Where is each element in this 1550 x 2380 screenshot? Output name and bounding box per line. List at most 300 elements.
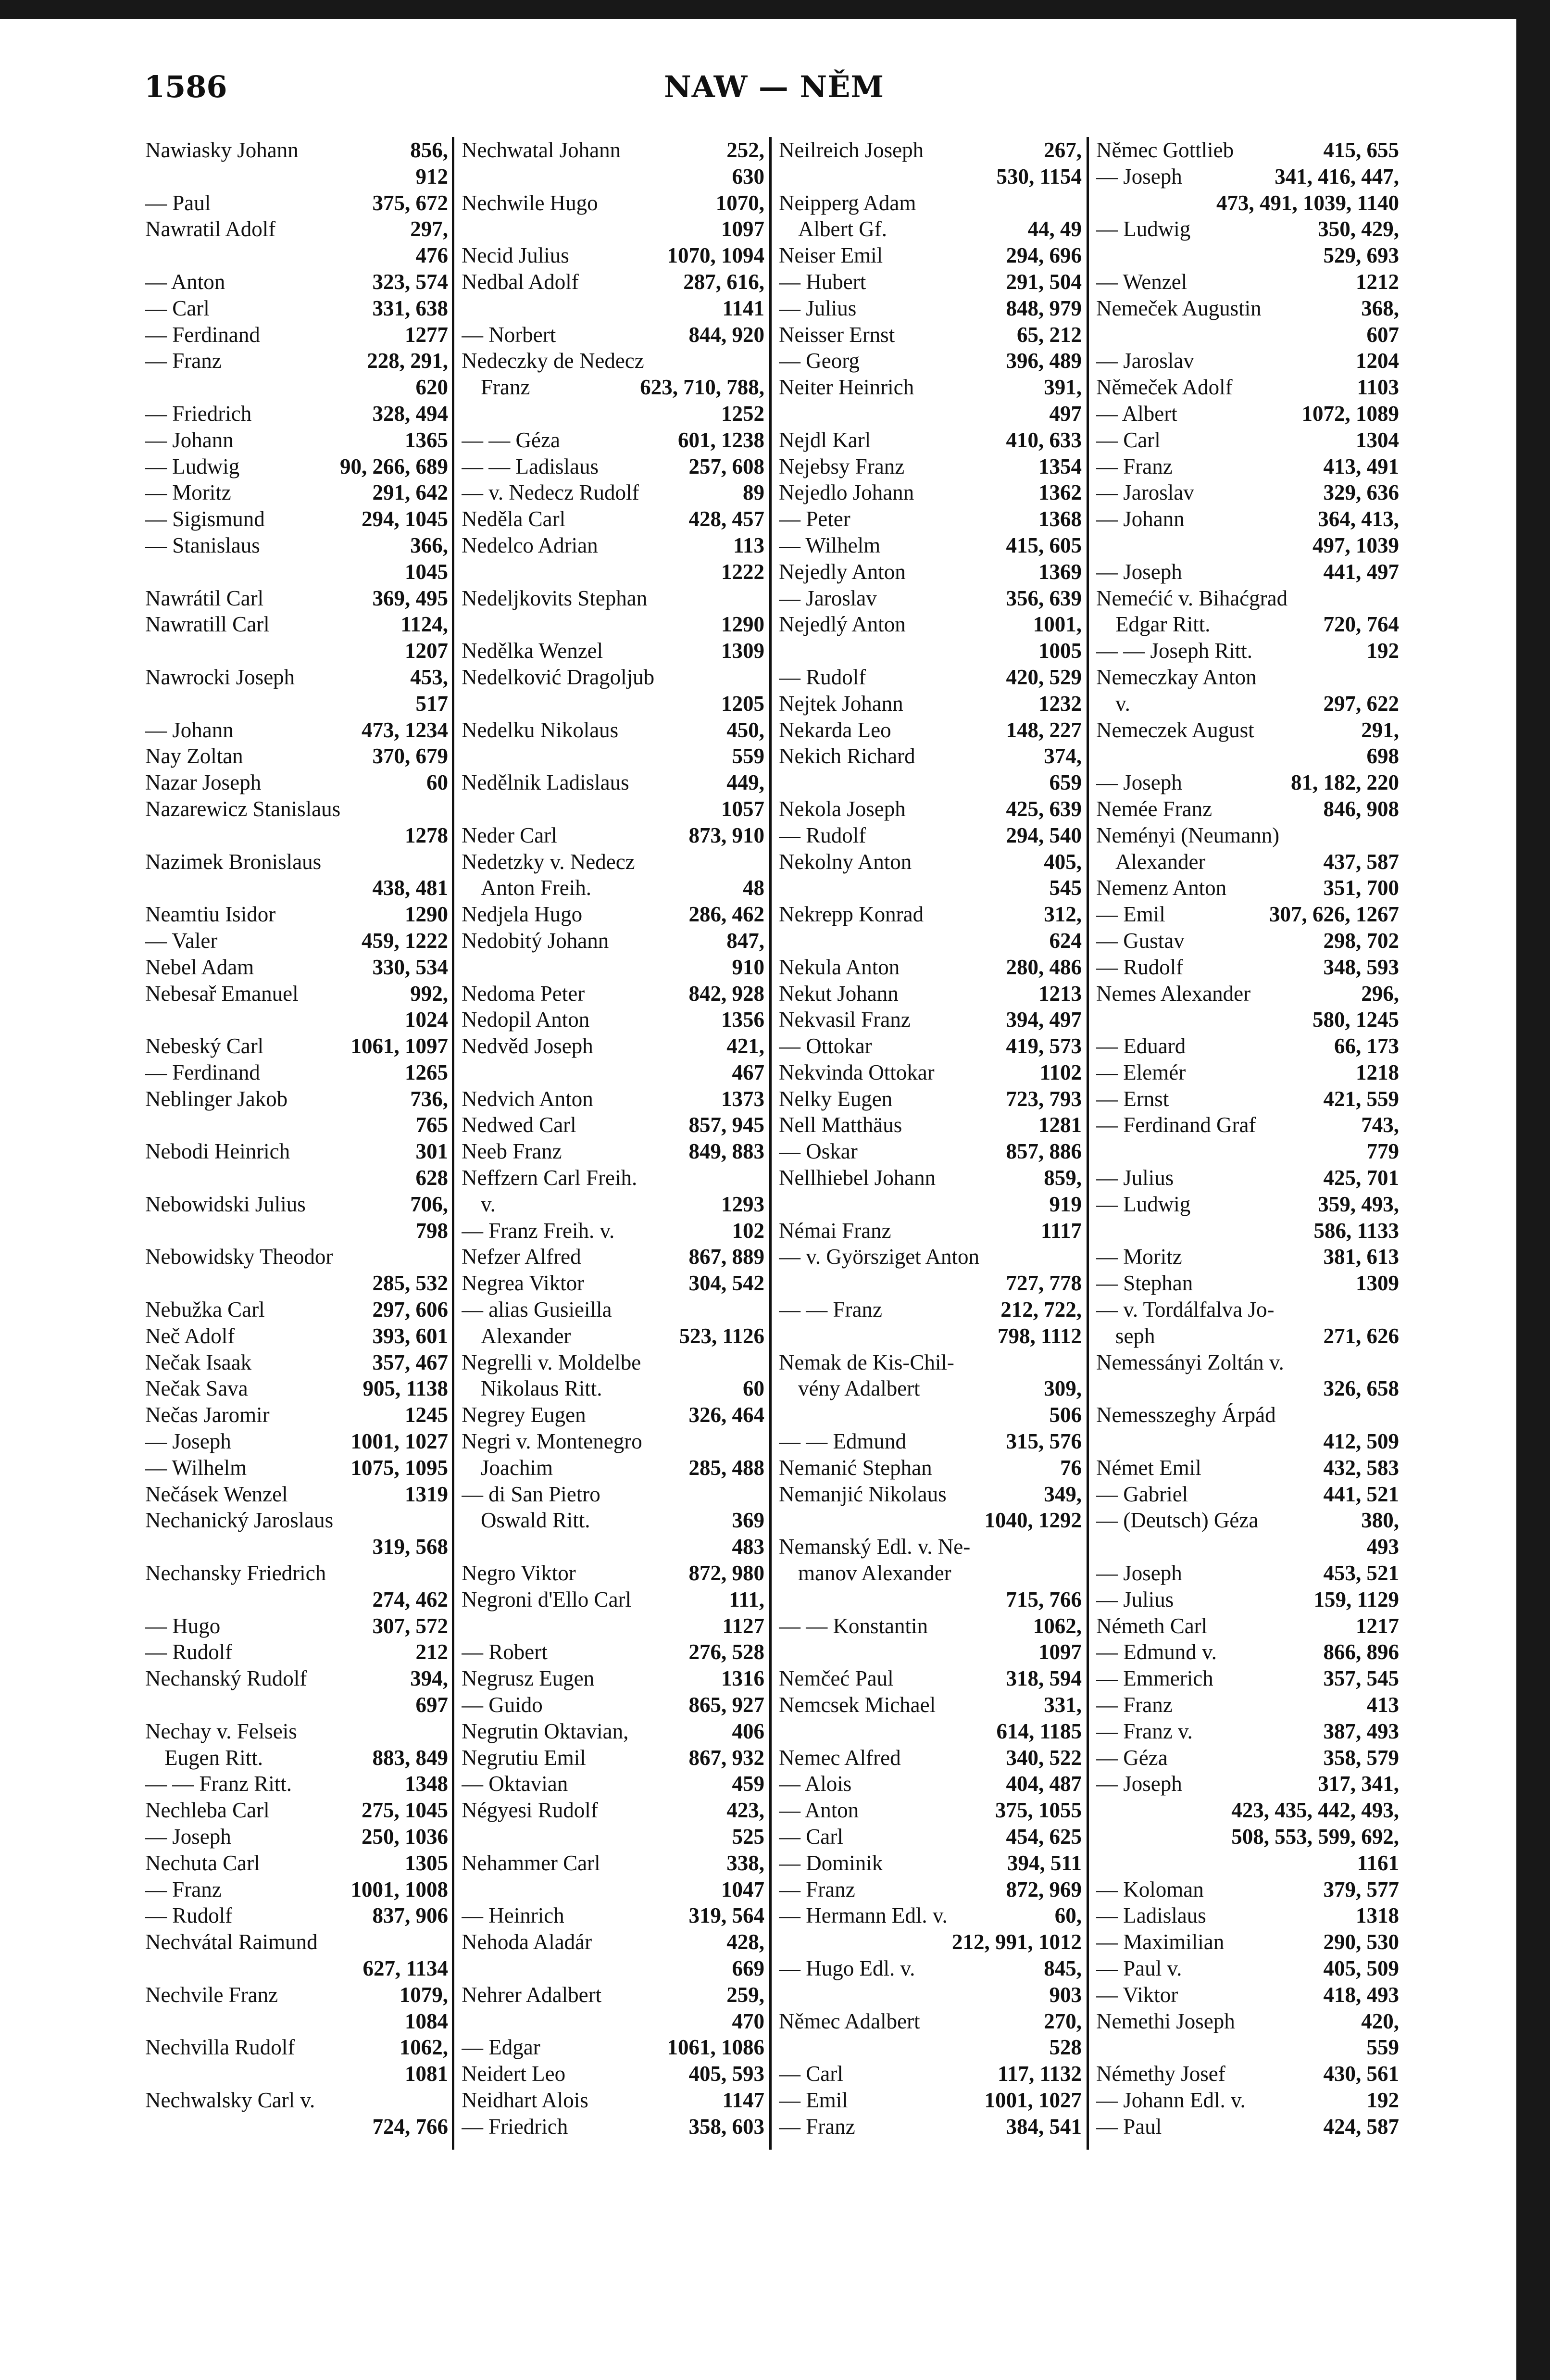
directory-entry: [779, 453, 1082, 480]
entry-pages: 102: [732, 1218, 764, 1243]
entry-pages: 1062,: [1033, 1613, 1082, 1638]
entry-name: Neiser Emil: [779, 243, 883, 268]
entry-name: Nejedlo Johann: [779, 480, 914, 505]
entry-pages: 113: [733, 533, 764, 557]
entry-name: — Hugo: [145, 1613, 221, 1638]
entry-name: — Carl: [779, 1825, 843, 1849]
directory-entry: [1096, 1270, 1399, 1297]
entry-pages: 779: [1366, 1139, 1399, 1164]
directory-entry: [1096, 322, 1399, 348]
entry-name: — Joseph: [1096, 164, 1182, 189]
entry-name: Nellhiebel Johann: [779, 1166, 936, 1190]
directory-entry: [1096, 242, 1399, 269]
directory-entry: [145, 611, 448, 638]
entry-pages: 76: [1060, 1455, 1082, 1480]
directory-entry: [779, 137, 1082, 164]
directory-entry: [462, 585, 764, 612]
entry-pages: 559: [732, 744, 764, 768]
entry-pages: 369: [732, 1508, 764, 1533]
directory-entry: [1096, 1297, 1399, 1323]
entry-pages: 1252: [721, 401, 764, 426]
entry-name: Nemak de Kis-Chil-: [779, 1350, 954, 1374]
page-header: [144, 69, 1404, 125]
directory-entry: [145, 1902, 448, 1929]
entry-name: Nečas Jaromir: [145, 1403, 270, 1427]
directory-entry: [779, 216, 1082, 242]
entry-pages: 844, 920: [688, 322, 764, 347]
entry-pages: 1097: [1038, 1640, 1082, 1664]
directory-entry: [462, 1665, 764, 1692]
entry-name: Negrey Eugen: [462, 1403, 586, 1427]
entry-name: Nechvilla Rudolf: [145, 2035, 295, 2060]
entry-pages: 315, 576: [1006, 1429, 1082, 1454]
directory-entry: [145, 1797, 448, 1824]
entry-name: — Paul: [1096, 2114, 1162, 2139]
directory-entry: [462, 1955, 764, 1982]
directory-entry: [1096, 822, 1399, 849]
entry-name: Nelky Eugen: [779, 1086, 893, 1111]
entry-pages: 421, 559: [1323, 1086, 1399, 1111]
directory-entry: [462, 1375, 764, 1402]
entry-name: Nedobitý Johann: [462, 928, 609, 953]
directory-columns: [140, 137, 1409, 2150]
directory-entry: [779, 1244, 1082, 1270]
entry-pages: 1213: [1038, 981, 1082, 1006]
entry-pages: 274, 462: [372, 1587, 448, 1612]
directory-entry: [779, 1929, 1082, 1955]
entry-pages: 1047: [721, 1877, 764, 1901]
entry-pages: 525: [732, 1825, 764, 1849]
directory-entry: [145, 1323, 448, 1349]
directory-entry: [145, 1402, 448, 1428]
entry-name: — Jaroslav: [779, 586, 877, 610]
directory-entry: [779, 638, 1082, 664]
entry-name: — alias Gusieilla: [462, 1297, 612, 1322]
entry-pages: 259,: [726, 1982, 764, 2007]
entry-name: — Julius: [1096, 1587, 1174, 1612]
entry-pages: 454, 625: [1006, 1825, 1082, 1849]
entry-name: Nemée Franz: [1096, 796, 1212, 821]
entry-pages: 304, 542: [688, 1271, 764, 1296]
entry-name: Nedelku Nikolaus: [462, 718, 619, 742]
entry-pages: 356, 639: [1006, 586, 1082, 610]
entry-name: Nečásek Wenzel: [145, 1482, 288, 1506]
directory-entry: [462, 1455, 764, 1481]
entry-pages: 873, 910: [688, 823, 764, 847]
directory-entry: [145, 2087, 448, 2114]
entry-name: — Paul v.: [1096, 1956, 1182, 1980]
column-2: [457, 137, 764, 2150]
entry-pages: 845,: [1044, 1956, 1082, 1980]
entry-pages: 1373: [721, 1086, 764, 1111]
directory-entry: [779, 2034, 1082, 2061]
entry-pages: 65, 212: [1017, 322, 1082, 347]
entry-pages: 307, 626, 1267: [1269, 902, 1399, 927]
entry-name: Némai Franz: [779, 1218, 891, 1243]
column-rule: [769, 137, 772, 2150]
entry-name: Nedbal Adolf: [462, 269, 579, 294]
directory-entry: [1096, 1876, 1399, 1903]
directory-entry: [1096, 1902, 1399, 1929]
directory-entry: [1096, 2008, 1399, 2035]
entry-name: Nedeljkovits Stephan: [462, 586, 648, 610]
entry-name: — — Franz Ritt.: [145, 1772, 292, 1796]
entry-pages: 331,: [1044, 1693, 1082, 1717]
directory-entry: [1096, 269, 1399, 295]
entry-pages: 381, 613: [1323, 1245, 1399, 1269]
entry-pages: 453, 521: [1323, 1561, 1399, 1586]
entry-pages: 698: [1366, 744, 1399, 768]
entry-name: Nedvěd Joseph: [462, 1034, 593, 1058]
directory-entry: [145, 849, 448, 875]
directory-entry: [145, 1718, 448, 1745]
entry-name: Nedeczky de Nedecz: [462, 349, 644, 373]
entry-name: Nemanský Edl. v. Ne-: [779, 1535, 971, 1559]
entry-pages: 1232: [1038, 691, 1082, 716]
entry-pages: 912: [415, 164, 448, 189]
entry-pages: 1061, 1097: [350, 1034, 448, 1058]
directory-entry: [462, 1850, 764, 1876]
entry-name: — Joseph: [145, 1825, 231, 1849]
directory-entry: [462, 1613, 764, 1639]
entry-pages: 318, 594: [1006, 1666, 1082, 1691]
directory-entry: [1096, 1033, 1399, 1059]
directory-entry: [462, 1481, 764, 1508]
entry-pages: 523, 1126: [679, 1323, 764, 1348]
directory-entry: [145, 954, 448, 981]
entry-name: Anton Freih.: [481, 876, 591, 900]
entry-pages: 470: [732, 2009, 764, 2033]
entry-pages: 312,: [1044, 902, 1082, 927]
directory-entry: [779, 506, 1082, 532]
entry-pages: 798, 1112: [997, 1323, 1082, 1348]
directory-entry: [145, 401, 448, 427]
entry-pages: 420,: [1361, 2009, 1399, 2033]
directory-entry: [779, 1955, 1082, 1982]
entry-name: Nechwile Hugo: [462, 190, 598, 215]
entry-name: Nikolaus Ritt.: [481, 1376, 602, 1401]
directory-entry: [462, 1718, 764, 1745]
entry-name: Nejedlý Anton: [779, 612, 906, 637]
directory-entry: [462, 1323, 764, 1349]
entry-name: Nekut Johann: [779, 981, 899, 1006]
entry-pages: 1356: [721, 1007, 764, 1032]
entry-name: Nemcsek Michael: [779, 1693, 936, 1717]
directory-entry: [462, 769, 764, 796]
entry-pages: 441, 521: [1323, 1482, 1399, 1506]
entry-pages: 111,: [729, 1587, 764, 1612]
directory-entry: [145, 928, 448, 954]
directory-entry: [462, 1218, 764, 1244]
entry-name: Nehrer Adalbert: [462, 1982, 602, 2007]
directory-entry: [1096, 954, 1399, 981]
entry-name: — Koloman: [1096, 1877, 1204, 1901]
entry-name: — Joseph: [1096, 1561, 1182, 1586]
entry-name: Nazarewicz Stanislaus: [145, 796, 341, 821]
entry-name: — Ernst: [1096, 1086, 1169, 1111]
entry-pages: 432, 583: [1323, 1455, 1399, 1480]
entry-name: Negrea Viktor: [462, 1271, 585, 1296]
entry-name: — — Joseph Ritt.: [1096, 639, 1253, 663]
entry-pages: 1097: [721, 217, 764, 241]
directory-entry: [779, 901, 1082, 928]
directory-entry: [145, 1587, 448, 1613]
entry-name: — Carl: [1096, 428, 1161, 452]
entry-pages: 420, 529: [1006, 665, 1082, 689]
entry-pages: 586, 1133: [1313, 1218, 1399, 1243]
entry-name: Nejdl Karl: [779, 428, 871, 452]
entry-name: — Julius: [779, 296, 857, 320]
entry-name: Nawratill Carl: [145, 612, 270, 637]
directory-entry: [1096, 928, 1399, 954]
directory-entry: [462, 401, 764, 427]
entry-pages: 276, 528: [688, 1640, 764, 1664]
entry-name: Neděla Carl: [462, 507, 566, 531]
directory-entry: [779, 769, 1082, 796]
entry-name: — Hubert: [779, 269, 866, 294]
entry-pages: 1040, 1292: [984, 1508, 1082, 1533]
directory-entry: [1096, 981, 1399, 1007]
directory-entry: [779, 1876, 1082, 1903]
entry-name: — Joseph: [1096, 559, 1182, 584]
entry-name: Négyesi Rudolf: [462, 1798, 598, 1823]
directory-entry: [779, 295, 1082, 322]
entry-pages: 1103: [1357, 375, 1399, 400]
entry-name: v.: [1115, 691, 1130, 716]
entry-name: Nemećić v. Bihaćgrad: [1096, 586, 1288, 610]
entry-name: Neidhart Alois: [462, 2088, 588, 2112]
directory-entry: [462, 559, 764, 585]
directory-entry: [1096, 295, 1399, 322]
directory-entry: [779, 1745, 1082, 1771]
entry-pages: 294, 1045: [362, 507, 448, 531]
entry-pages: 290, 530: [1323, 1930, 1399, 1954]
directory-entry: [779, 1349, 1082, 1376]
directory-entry: [1096, 796, 1399, 822]
directory-entry: [462, 1587, 764, 1613]
entry-pages: 1127: [722, 1613, 764, 1638]
entry-pages: 380,: [1361, 1508, 1399, 1533]
directory-entry: [145, 1955, 448, 1982]
entry-name: Neamtiu Isidor: [145, 902, 276, 927]
directory-entry: [1096, 1007, 1399, 1033]
entry-pages: 992,: [410, 981, 448, 1006]
directory-entry: [1096, 849, 1399, 875]
directory-entry: [1096, 1138, 1399, 1165]
directory-entry: [779, 849, 1082, 875]
entry-pages: 580, 1245: [1312, 1007, 1399, 1032]
entry-pages: 294, 696: [1006, 243, 1082, 268]
directory-entry: [1096, 691, 1399, 717]
entry-pages: 294, 540: [1006, 823, 1082, 847]
entry-name: Nechanský Rudolf: [145, 1666, 307, 1691]
directory-entry: [1096, 479, 1399, 506]
entry-pages: 270,: [1044, 2009, 1082, 2033]
entry-pages: 357, 467: [372, 1350, 448, 1374]
entry-pages: 837, 906: [372, 1903, 448, 1928]
entry-name: Nedelković Dragoljub: [462, 665, 655, 689]
entry-pages: 859,: [1044, 1166, 1082, 1190]
entry-pages: 1309: [1356, 1271, 1399, 1296]
directory-entry: [779, 796, 1082, 822]
directory-entry: [145, 1349, 448, 1376]
entry-pages: 375, 1055: [995, 1798, 1082, 1823]
directory-entry: [462, 1639, 764, 1665]
directory-entry: [145, 374, 448, 401]
directory-entry: [462, 717, 764, 743]
entry-pages: 212, 991, 1012: [952, 1930, 1082, 1954]
directory-entry: [462, 453, 764, 480]
entry-pages: 1281: [1038, 1113, 1082, 1137]
directory-entry: [1096, 453, 1399, 480]
entry-pages: 1079,: [399, 1982, 448, 2007]
directory-entry: [1096, 611, 1399, 638]
entry-name: — Emil: [779, 2088, 848, 2112]
entry-pages: 81, 182, 220: [1291, 770, 1399, 795]
column-1: [140, 137, 448, 2150]
directory-entry: [145, 2008, 448, 2035]
entry-pages: 473, 491, 1039, 1140: [1216, 190, 1399, 215]
entry-pages: 847,: [726, 928, 764, 953]
directory-entry: [779, 164, 1082, 190]
directory-entry: [779, 1639, 1082, 1665]
entry-name: Nemesszeghy Árpád: [1096, 1403, 1276, 1427]
entry-pages: 379, 577: [1323, 1877, 1399, 1901]
entry-name: — Rudolf: [145, 1640, 233, 1664]
entry-name: Nechvátal Raimund: [145, 1930, 318, 1954]
entry-name: Nehammer Carl: [462, 1851, 600, 1875]
entry-name: Nazimek Bronislaus: [145, 849, 322, 874]
entry-name: Neč Adolf: [145, 1323, 235, 1348]
directory-entry: [1096, 585, 1399, 612]
entry-name: Nedjela Hugo: [462, 902, 583, 927]
entry-pages: 297, 622: [1323, 691, 1399, 716]
directory-entry: [1096, 1455, 1399, 1481]
directory-entry: [145, 981, 448, 1007]
directory-entry: [1096, 1165, 1399, 1191]
directory-entry: [779, 1560, 1082, 1587]
directory-entry: [145, 1112, 448, 1138]
directory-entry: [462, 1428, 764, 1455]
entry-name: — di San Pietro: [462, 1482, 600, 1506]
entry-name: Neipperg Adam: [779, 190, 916, 215]
entry-pages: 341, 416, 447,: [1275, 164, 1399, 189]
directory-entry: [145, 1534, 448, 1560]
entry-pages: 601, 1238: [678, 428, 764, 452]
directory-entry: [462, 322, 764, 348]
entry-name: — Anton: [779, 1798, 859, 1823]
directory-entry: [462, 216, 764, 242]
entry-pages: 1305: [405, 1851, 448, 1875]
entry-pages: 910: [732, 955, 764, 979]
directory-entry: [462, 1033, 764, 1059]
directory-entry: [1096, 2087, 1399, 2114]
entry-pages: 1081: [405, 2062, 448, 2086]
directory-entry: [145, 2114, 448, 2140]
entry-name: — v. Györsziget Anton: [779, 1245, 980, 1269]
entry-name: — Stephan: [1096, 1271, 1193, 1296]
entry-pages: 328, 494: [372, 401, 448, 426]
column-4: [1091, 137, 1399, 2150]
entry-pages: 394, 497: [1006, 1007, 1082, 1032]
entry-pages: 1293: [721, 1192, 764, 1216]
entry-name: — Hugo Edl. v.: [779, 1956, 915, 1980]
entry-pages: 1319: [405, 1482, 448, 1506]
entry-name: — Géza: [1096, 1745, 1168, 1770]
entry-pages: 1218: [1356, 1060, 1399, 1084]
entry-pages: 1057: [721, 796, 764, 821]
directory-entry: [779, 717, 1082, 743]
entry-pages: 44, 49: [1027, 217, 1082, 241]
entry-pages: 297, 606: [372, 1297, 448, 1322]
entry-name: — — Konstantin: [779, 1613, 928, 1638]
entry-pages: 919: [1049, 1192, 1082, 1216]
entry-name: Alexander: [481, 1323, 571, 1348]
scan-top-edge: [0, 0, 1550, 19]
entry-name: Franz: [481, 375, 530, 400]
directory-entry: [145, 664, 448, 691]
entry-pages: 1001, 1027: [984, 2088, 1082, 2112]
entry-name: Nemanić Stephan: [779, 1455, 932, 1480]
entry-name: Nekarda Leo: [779, 718, 891, 742]
entry-pages: 842, 928: [688, 981, 764, 1006]
directory-entry: [1096, 506, 1399, 532]
entry-name: — Johann: [145, 718, 234, 742]
entry-pages: 287, 616,: [683, 269, 764, 294]
entry-pages: 413, 491: [1323, 454, 1399, 479]
directory-entry: [1096, 348, 1399, 374]
entry-name: — Rudolf: [1096, 955, 1184, 979]
directory-entry: [145, 1270, 448, 1297]
entry-name: Nemethi Joseph: [1096, 2009, 1235, 2033]
entry-pages: 425, 701: [1323, 1166, 1399, 1190]
directory-entry: [145, 1191, 448, 1218]
entry-pages: 412, 509: [1323, 1429, 1399, 1454]
entry-name: Nekich Richard: [779, 744, 915, 768]
entry-name: Negrutiu Emil: [462, 1745, 586, 1770]
directory-entry: [1096, 1507, 1399, 1534]
entry-name: Nechansky Friedrich: [145, 1561, 326, 1586]
entry-pages: 192: [1366, 639, 1399, 663]
entry-pages: 1005: [1038, 639, 1082, 663]
directory-entry: [145, 295, 448, 322]
directory-entry: [462, 611, 764, 638]
entry-pages: 405, 509: [1323, 1956, 1399, 1980]
entry-pages: 331, 638: [372, 296, 448, 320]
directory-entry: [145, 743, 448, 769]
entry-name: — Franz: [779, 2114, 855, 2139]
entry-pages: 1117: [1040, 1218, 1082, 1243]
entry-pages: 1001, 1027: [350, 1429, 448, 1454]
entry-pages: 291, 504: [1006, 269, 1082, 294]
directory-entry: [779, 1191, 1082, 1218]
entry-pages: 724, 766: [372, 2114, 448, 2139]
entry-pages: 607: [1366, 322, 1399, 347]
entry-pages: 415, 655: [1323, 138, 1399, 162]
entry-name: — Joseph: [1096, 770, 1182, 795]
column-rule: [1087, 137, 1089, 2150]
directory-entry: [779, 1850, 1082, 1876]
column-rule: [452, 137, 454, 2150]
directory-entry: [779, 1534, 1082, 1560]
entry-pages: 1070,: [715, 190, 764, 215]
entry-name: Nebesař Emanuel: [145, 981, 299, 1006]
directory-entry: [779, 190, 1082, 216]
directory-entry: [145, 348, 448, 374]
entry-pages: 1124,: [400, 612, 448, 637]
entry-pages: 743,: [1361, 1113, 1399, 1137]
directory-entry: [145, 242, 448, 269]
